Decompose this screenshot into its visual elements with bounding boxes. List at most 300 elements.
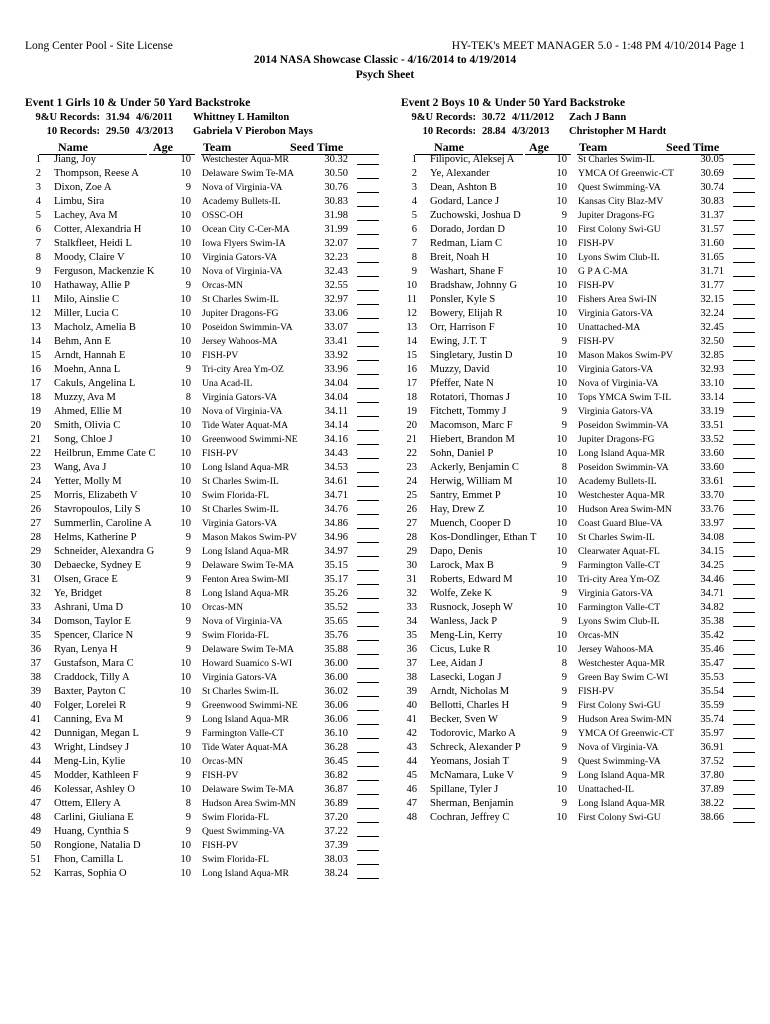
- entry-name: Ye, Alexander: [430, 168, 490, 179]
- entry-name: Helms, Katherine P: [54, 532, 137, 543]
- entry-place: 15: [406, 350, 417, 361]
- entry-row: [401, 504, 761, 518]
- column-age: Age: [529, 140, 549, 154]
- final-time-blank: [357, 416, 379, 417]
- entry-name: Ferguson, Mackenzie K: [54, 266, 155, 277]
- entry-name: McNamara, Luke V: [430, 770, 515, 781]
- entry-age: 10: [180, 238, 191, 249]
- entry-place: 27: [406, 518, 417, 529]
- entry-name: Muzzy, David: [430, 364, 490, 375]
- entry-team: Lyons Swim Club-IL: [578, 616, 660, 627]
- entry-row: [401, 490, 761, 504]
- entry-place: 4: [35, 196, 41, 207]
- entry-place: 8: [35, 252, 41, 263]
- entry-team: Poseidon Swimmin-VA: [578, 462, 669, 473]
- entry-row: [401, 770, 761, 784]
- entry-age: 9: [185, 364, 191, 375]
- entry-place: 26: [30, 504, 41, 515]
- entry-age: 9: [561, 420, 567, 431]
- entry-age: 10: [180, 378, 191, 389]
- final-time-blank: [357, 696, 379, 697]
- final-time-blank: [357, 374, 379, 375]
- entry-team: First Colony Swi-GU: [578, 700, 661, 711]
- entry-name: Cakuls, Angelina L: [54, 378, 136, 389]
- entry-name: Wolfe, Zeke K: [430, 588, 492, 599]
- entry-team: FISH-PV: [578, 336, 615, 347]
- entry-seed-time: 32.85: [700, 350, 724, 361]
- final-time-blank: [733, 262, 755, 263]
- entry-team: FISH-PV: [202, 840, 239, 851]
- final-time-blank: [357, 626, 379, 627]
- entry-age: 10: [180, 154, 191, 165]
- entry-age: 10: [180, 336, 191, 347]
- entry-age: 8: [185, 588, 191, 599]
- entry-row: [401, 196, 761, 210]
- entry-team: Swim Florida-FL: [202, 854, 269, 865]
- entry-seed-time: 36.02: [324, 686, 348, 697]
- entry-row: [25, 462, 385, 476]
- entry-row: [25, 154, 385, 168]
- entry-team: Orcas-MN: [202, 280, 244, 291]
- entry-age: 9: [561, 742, 567, 753]
- entry-team: Delaware Swim Te-MA: [202, 784, 294, 795]
- entry-seed-time: 30.05: [700, 154, 724, 165]
- entry-name: Ackerly, Benjamin C: [430, 462, 519, 473]
- entry-age: 9: [185, 644, 191, 655]
- final-time-blank: [357, 598, 379, 599]
- entry-name: Pfeffer, Nate N: [430, 378, 494, 389]
- entry-team: Long Island Aqua-MR: [578, 798, 665, 809]
- entry-age: 9: [185, 826, 191, 837]
- entry-age: 9: [561, 700, 567, 711]
- entry-team: Hudson Area Swim-MN: [578, 714, 672, 725]
- entry-name: Ashrani, Uma D: [54, 602, 124, 613]
- entry-row: [25, 336, 385, 350]
- entry-team: Long Island Aqua-MR: [578, 770, 665, 781]
- entry-place: 1: [411, 154, 417, 165]
- entry-row: [401, 686, 761, 700]
- entry-row: [25, 420, 385, 434]
- entry-name: Smith, Olivia C: [54, 420, 121, 431]
- entry-seed-time: 34.82: [700, 602, 724, 613]
- entry-name: Herwig, William M: [430, 476, 513, 487]
- final-time-blank: [357, 542, 379, 543]
- final-time-blank: [733, 780, 755, 781]
- entry-age: 10: [180, 294, 191, 305]
- entry-name: Olsen, Grace E: [54, 574, 118, 585]
- entry-place: 32: [30, 588, 41, 599]
- entry-place: 30: [30, 560, 41, 571]
- entry-row: [401, 378, 761, 392]
- final-time-blank: [357, 472, 379, 473]
- site-license: Long Center Pool - Site License: [25, 40, 173, 52]
- entry-team: Nova of Virginia-VA: [202, 182, 283, 193]
- entry-name: Filipovic, Aleksej A: [430, 154, 515, 165]
- entry-name: Domson, Taylor E: [54, 616, 131, 627]
- entry-team: Farmington Valle-CT: [202, 728, 285, 739]
- entry-place: 7: [411, 238, 417, 249]
- entry-seed-time: 32.23: [324, 252, 348, 263]
- entry-seed-time: 37.80: [700, 770, 724, 781]
- final-time-blank: [357, 486, 379, 487]
- entry-team: Virginia Gators-VA: [578, 406, 654, 417]
- entry-row: [401, 462, 761, 476]
- entry-team: Quest Swimming-VA: [578, 756, 661, 767]
- entry-row: [25, 378, 385, 392]
- entry-seed-time: 36.91: [700, 742, 724, 753]
- entry-row: [25, 826, 385, 840]
- entry-row: [401, 154, 761, 168]
- entry-name: Wanless, Jack P: [430, 616, 498, 627]
- entry-place: 24: [406, 476, 417, 487]
- entry-age: 10: [556, 476, 567, 487]
- entry-row: [25, 770, 385, 784]
- record-time: 29.50: [106, 125, 130, 137]
- final-time-blank: [733, 164, 755, 165]
- entry-name: Folger, Lorelei R: [54, 700, 127, 711]
- entry-team: Jupiter Dragons-FG: [578, 210, 655, 221]
- entry-team: Virginia Gators-VA: [578, 364, 654, 375]
- entry-name: Heilbrun, Emme Cate C: [54, 448, 156, 459]
- entry-team: FISH-PV: [578, 686, 615, 697]
- entry-name: Fitchett, Tommy J: [430, 406, 507, 417]
- final-time-blank: [357, 668, 379, 669]
- final-time-blank: [357, 724, 379, 725]
- entry-row: [25, 588, 385, 602]
- entry-place: 23: [30, 462, 41, 473]
- entry-place: 40: [30, 700, 41, 711]
- entry-row: [25, 784, 385, 798]
- entry-name: Stalkfleet, Heidi L: [54, 238, 132, 249]
- entry-age: 10: [556, 196, 567, 207]
- entry-age: 10: [180, 504, 191, 515]
- entry-row: [401, 308, 761, 322]
- entry-name: Arndt, Nicholas M: [430, 686, 510, 697]
- entry-name: Craddock, Tilly A: [54, 672, 130, 683]
- entry-name: Ottem, Ellery A: [54, 798, 121, 809]
- entry-place: 2: [35, 168, 41, 179]
- final-time-blank: [733, 696, 755, 697]
- entry-seed-time: 37.52: [700, 756, 724, 767]
- entry-team: Howard Suamico S-WI: [202, 658, 293, 669]
- entry-place: 33: [30, 602, 41, 613]
- entry-team: Swim Florida-FL: [202, 490, 269, 501]
- entry-name: Thompson, Reese A: [54, 168, 139, 179]
- final-time-blank: [733, 710, 755, 711]
- entry-age: 9: [185, 630, 191, 641]
- entry-age: 9: [561, 336, 567, 347]
- entry-team: Virginia Gators-VA: [202, 518, 278, 529]
- record-line: [401, 112, 761, 126]
- entry-row: [25, 840, 385, 854]
- entry-row: [25, 560, 385, 574]
- final-time-blank: [357, 850, 379, 851]
- entry-place: 21: [406, 434, 417, 445]
- entry-row: [401, 434, 761, 448]
- entry-seed-time: 36.06: [324, 714, 348, 725]
- entry-place: 23: [406, 462, 417, 473]
- final-time-blank: [733, 528, 755, 529]
- entry-team: Fenton Area Swim-MI: [202, 574, 289, 585]
- entry-seed-time: 36.00: [324, 658, 348, 669]
- entry-seed-time: 35.97: [700, 728, 724, 739]
- entry-team: G P A C-MA: [578, 266, 629, 277]
- entry-name: Canning, Eva M: [54, 714, 124, 725]
- entry-team: Tops YMCA Swim T-IL: [578, 392, 672, 403]
- entry-place: 6: [411, 224, 417, 235]
- entry-age: 10: [180, 322, 191, 333]
- final-time-blank: [357, 752, 379, 753]
- entry-age: 9: [185, 532, 191, 543]
- record-date: 4/6/2011: [136, 112, 173, 123]
- entry-name: Sohn, Daniel P: [430, 448, 494, 459]
- entry-place: 39: [30, 686, 41, 697]
- entry-age: 9: [561, 714, 567, 725]
- entry-age: 10: [556, 154, 567, 165]
- entry-seed-time: 34.16: [324, 434, 348, 445]
- entry-age: 9: [561, 756, 567, 767]
- entry-name: Macomson, Marc F: [430, 420, 513, 431]
- entry-age: 10: [556, 266, 567, 277]
- final-time-blank: [357, 514, 379, 515]
- entry-age: 10: [556, 308, 567, 319]
- entry-team: Nova of Virginia-VA: [202, 406, 283, 417]
- entry-place: 45: [406, 770, 417, 781]
- entry-place: 52: [30, 868, 41, 879]
- final-time-blank: [733, 346, 755, 347]
- entry-name: Meng-Lin, Kylie: [54, 756, 126, 767]
- final-time-blank: [733, 570, 755, 571]
- entry-place: 37: [30, 658, 41, 669]
- software-info: HY-TEK's MEET MANAGER 5.0 - 1:48 PM 4/10/2014 Page 1: [451, 40, 745, 52]
- final-time-blank: [733, 598, 755, 599]
- entry-age: 9: [185, 546, 191, 557]
- entry-place: 19: [406, 406, 417, 417]
- entry-age: 10: [556, 364, 567, 375]
- entry-team: Long Island Aqua-MR: [202, 588, 289, 599]
- entry-team: St Charles Swim-IL: [202, 686, 279, 697]
- entry-team: Greenwood Swimmi-NE: [202, 700, 298, 711]
- entry-team: Farmington Valle-CT: [578, 602, 661, 613]
- entry-team: St Charles Swim-IL: [578, 154, 655, 165]
- entry-row: [25, 532, 385, 546]
- entry-row: [401, 630, 761, 644]
- entry-place: 47: [30, 798, 41, 809]
- final-time-blank: [733, 234, 755, 235]
- final-time-blank: [357, 864, 379, 865]
- final-time-blank: [357, 500, 379, 501]
- entry-team: Poseidon Swimmin-VA: [578, 420, 669, 431]
- entry-name: Breit, Noah H: [430, 252, 490, 263]
- entry-age: 10: [180, 434, 191, 445]
- entry-row: [25, 182, 385, 196]
- entry-place: 13: [406, 322, 417, 333]
- final-time-blank: [733, 766, 755, 767]
- entry-age: 10: [556, 252, 567, 263]
- entry-row: [25, 644, 385, 658]
- entry-row: [25, 854, 385, 868]
- entry-seed-time: 35.38: [700, 616, 724, 627]
- entry-team: Farmington Valle-CT: [578, 560, 661, 571]
- entry-place: 45: [30, 770, 41, 781]
- final-time-blank: [357, 780, 379, 781]
- record-line: [25, 112, 385, 126]
- final-time-blank: [733, 682, 755, 683]
- entry-row: [25, 700, 385, 714]
- entry-age: 8: [185, 798, 191, 809]
- entry-age: 10: [180, 462, 191, 473]
- entry-team: FISH-PV: [578, 238, 615, 249]
- entry-name: Moehn, Anna L: [54, 364, 121, 375]
- entry-place: 8: [411, 252, 417, 263]
- column-name: Name: [434, 140, 464, 154]
- entry-seed-time: 33.19: [700, 406, 724, 417]
- entry-place: 30: [406, 560, 417, 571]
- entry-age: 10: [556, 280, 567, 291]
- entry-team: Tri-city Area Ym-OZ: [578, 574, 660, 585]
- entry-row: [25, 616, 385, 630]
- final-time-blank: [733, 430, 755, 431]
- entry-seed-time: 31.98: [324, 210, 348, 221]
- entry-row: [401, 294, 761, 308]
- entry-team: FISH-PV: [202, 448, 239, 459]
- entry-seed-time: 37.89: [700, 784, 724, 795]
- meet-title: 2014 NASA Showcase Classic - 4/16/2014 to 4/19/2014: [253, 54, 517, 66]
- entry-row: [25, 294, 385, 308]
- entry-row: [25, 364, 385, 378]
- entry-row: [401, 252, 761, 266]
- entry-place: 17: [406, 378, 417, 389]
- entry-name: Larock, Max B: [430, 560, 494, 571]
- entry-seed-time: 35.26: [324, 588, 348, 599]
- entry-seed-time: 35.88: [324, 644, 348, 655]
- entry-age: 9: [185, 770, 191, 781]
- record-label: 10 Records:: [46, 125, 100, 137]
- entry-age: 10: [180, 210, 191, 221]
- final-time-blank: [733, 276, 755, 277]
- entry-seed-time: 30.69: [700, 168, 724, 179]
- entry-row: [401, 602, 761, 616]
- entry-age: 10: [180, 406, 191, 417]
- entry-age: 10: [556, 504, 567, 515]
- entry-seed-time: 34.46: [700, 574, 724, 585]
- final-time-blank: [357, 430, 379, 431]
- entry-seed-time: 30.32: [324, 154, 348, 165]
- final-time-blank: [733, 500, 755, 501]
- entry-name: Cicus, Luke R: [430, 644, 491, 655]
- entry-age: 10: [556, 546, 567, 557]
- entry-name: Dorado, Jordan D: [430, 224, 505, 235]
- entry-row: [25, 868, 385, 882]
- entry-seed-time: 32.55: [324, 280, 348, 291]
- entry-seed-time: 36.00: [324, 672, 348, 683]
- entry-team: Swim Florida-FL: [202, 812, 269, 823]
- final-time-blank: [357, 836, 379, 837]
- entry-team: Virginia Gators-VA: [202, 392, 278, 403]
- final-time-blank: [357, 402, 379, 403]
- entry-place: 11: [30, 294, 41, 305]
- final-time-blank: [733, 206, 755, 207]
- entry-age: 10: [556, 574, 567, 585]
- entry-place: 6: [35, 224, 41, 235]
- entry-name: Todorovic, Marko A: [430, 728, 516, 739]
- entry-row: [25, 322, 385, 336]
- entry-seed-time: 34.14: [324, 420, 348, 431]
- final-time-blank: [733, 514, 755, 515]
- entry-place: 43: [30, 742, 41, 753]
- entry-name: Singletary, Justin D: [430, 350, 513, 361]
- entry-seed-time: 32.24: [700, 308, 724, 319]
- entry-row: [401, 616, 761, 630]
- entry-row: [25, 210, 385, 224]
- entry-team: FISH-PV: [202, 770, 239, 781]
- entry-team: Unattached-MA: [578, 322, 641, 333]
- entry-row: [25, 546, 385, 560]
- entry-team: Hudson Area Swim-MN: [578, 504, 672, 515]
- final-time-blank: [357, 276, 379, 277]
- final-time-blank: [733, 654, 755, 655]
- entry-name: Miller, Lucia C: [54, 308, 119, 319]
- entry-age: 10: [556, 434, 567, 445]
- entry-row: [25, 448, 385, 462]
- entry-team: Poseidon Swimmin-VA: [202, 322, 293, 333]
- entry-seed-time: 33.07: [324, 322, 348, 333]
- entry-place: 20: [406, 420, 417, 431]
- entry-seed-time: 35.74: [700, 714, 724, 725]
- final-time-blank: [733, 248, 755, 249]
- entry-place: 7: [35, 238, 41, 249]
- entry-seed-time: 33.52: [700, 434, 724, 445]
- entry-team: Academy Bullets-IL: [578, 476, 657, 487]
- entry-name: Spillane, Tyler J: [430, 784, 499, 795]
- final-time-blank: [357, 570, 379, 571]
- entry-place: 36: [30, 644, 41, 655]
- final-time-blank: [357, 654, 379, 655]
- entry-name: Debaecke, Sydney E: [54, 560, 142, 571]
- entry-age: 9: [185, 700, 191, 711]
- entry-row: [25, 728, 385, 742]
- final-time-blank: [357, 164, 379, 165]
- entry-row: [401, 420, 761, 434]
- entry-seed-time: 35.53: [700, 672, 724, 683]
- entry-seed-time: 34.76: [324, 504, 348, 515]
- entry-age: 9: [561, 616, 567, 627]
- entry-name: Baxter, Payton C: [54, 686, 126, 697]
- entry-seed-time: 32.50: [700, 336, 724, 347]
- final-time-blank: [733, 388, 755, 389]
- entry-row: [401, 266, 761, 280]
- entry-place: 29: [406, 546, 417, 557]
- final-time-blank: [733, 640, 755, 641]
- entry-place: 38: [30, 672, 41, 683]
- entry-name: Rusnock, Joseph W: [430, 602, 513, 613]
- entry-team: Long Island Aqua-MR: [578, 448, 665, 459]
- entry-age: 10: [556, 490, 567, 501]
- entry-row: [401, 672, 761, 686]
- entry-name: Huang, Cynthia S: [54, 826, 129, 837]
- entry-name: Ye, Bridget: [54, 588, 102, 599]
- entry-seed-time: 31.77: [700, 280, 724, 291]
- column-name: Name: [58, 140, 88, 154]
- entry-place: 18: [406, 392, 417, 403]
- entry-row: [401, 350, 761, 364]
- entry-age: 10: [180, 252, 191, 263]
- entry-name: Karras, Sophia O: [54, 868, 127, 879]
- entry-seed-time: 30.83: [700, 196, 724, 207]
- entry-row: [25, 672, 385, 686]
- entry-seed-time: 35.15: [324, 560, 348, 571]
- entry-name: Dunnigan, Megan L: [54, 728, 139, 739]
